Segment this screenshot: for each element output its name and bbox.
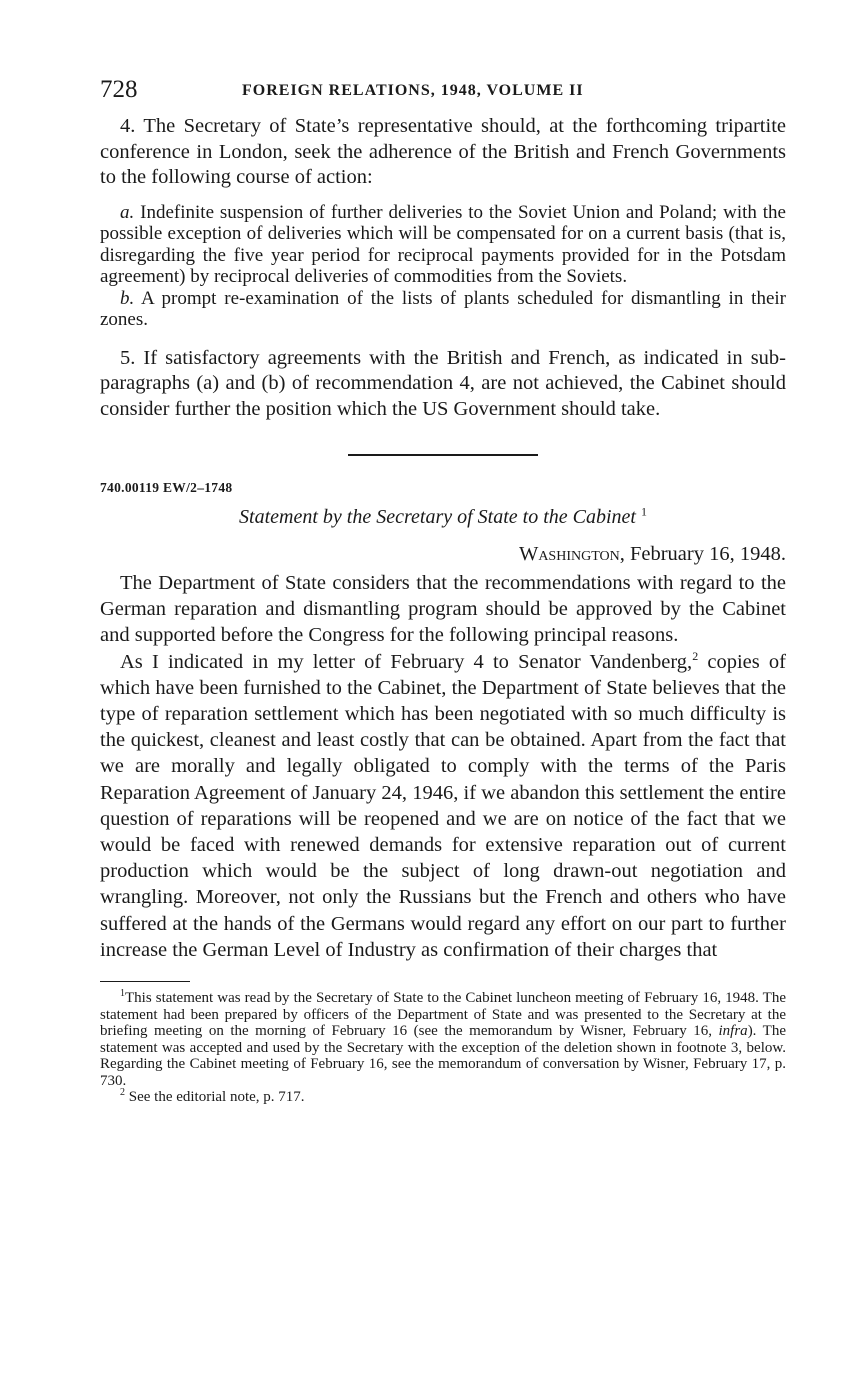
footnote-ref-2: 2 (692, 648, 699, 663)
document-title-text: Statement by the Secretary of State to the Cabinet (239, 506, 636, 528)
dateline-date: , February 16, 1948. (619, 543, 786, 565)
footnote-1-text-a: This statement was read by the Secretary of State to the Cabinet luncheon meeting of February 16, 1948. The statement had been prepared by officers of the Department of State and was presented to the Secretary at the briefing meeting on the morning of February 16 (see the memorandum by Wisner, February 16, (100, 990, 786, 1040)
dateline-place: Washington (518, 543, 620, 565)
recommendation-4b-text: A prompt re-examination of the lists of plants scheduled for dismantling in their zones. (100, 287, 786, 330)
recommendation-4a-text: Indefinite suspension of further deliveries to the Soviet Union and Poland; with the possible exception of deliveries which will be compensated for on a current basis (that is, disregarding the five year period for reciprocal payments provided for in the Potsdam agreement) by reciprocal deliveries of commodities from the Soviets. (100, 201, 786, 287)
section-divider (348, 454, 538, 456)
statement-paragraph-2 (100, 649, 786, 963)
footnote-2-text: See the editorial note, p. 717. (128, 1089, 305, 1106)
footnote-1 (100, 990, 786, 1089)
recommendation-4a (100, 202, 786, 288)
footnotes (100, 990, 786, 1106)
footnote-1-italic: infra (718, 1023, 748, 1040)
footnote-2-marker: 2 (120, 1087, 125, 1099)
running-head: FOREIGN RELATIONS, 1948, VOLUME II (242, 82, 584, 99)
footnote-ref-1: 1 (640, 504, 647, 519)
footnote-rule (100, 981, 190, 982)
recommendation-4b (100, 288, 786, 331)
item-letter-a: a. (120, 201, 135, 223)
file-number: 740.00119 EW/2–1748 (100, 480, 233, 495)
recommendation-4-subitems (100, 202, 786, 331)
document-title (100, 506, 786, 529)
page-header (100, 72, 786, 114)
item-letter-b: b. (120, 287, 135, 309)
statement-body (100, 570, 786, 963)
footnote-2 (100, 1089, 786, 1106)
footnote-1-text-b: ). The statement was accepted and used by the Secretary with the exception of the deletion shown in footnote 3, below. Regarding the Cabinet meeting of February 16, see the memorandum of conversation by Wisner, February 17, p. 730. (100, 1023, 786, 1089)
page-number: 728 (100, 76, 138, 103)
document-page (100, 72, 786, 1106)
statement-paragraph-1: The Department of State considers that the recommendations with regard to the German reparation and dismantling program should be approved by the Cabinet and supported before the Congress for the following principal reasons. (100, 572, 786, 647)
paragraph-2-continuation: copies of which have been furnished to the Cabinet, the Department of State believes that the type of reparation settlement which has been negotiated with so much difficulty is the quickest, cleanest and least costly that can be obtained. Apart from the fact that we are morally and legally obligated to comply with the terms of the Paris Reparation Agreement of January 24, 1946, if we abandon this settlement the entire question of reparations will be reopened and we are on notice of the fact that we would be faced with renewed demands for extensive reparation out of current production which would be the subject of long drawn-out negotiation and wrangling. Moreover, not only the Russians but the French and others who have suffered at the hands of the Germans would regard any effort on our part to further increase the German Level of Industry as confirmation of their charges that (100, 650, 786, 961)
footnote-1-marker: 1 (120, 988, 125, 1000)
recommendation-4-intro: 4. The Secretary of State’s representative should, at the forthcoming tripartite conference in London, seek the adherence of the British and French Governments to the following course of action: (100, 115, 786, 188)
paragraph-2-opening: As I indicated in my letter of February 4 to Senator Vandenberg, (120, 650, 693, 673)
dateline (100, 543, 786, 566)
recommendation-5: 5. If satisfactory agreements with the British and French, as indicated in sub-paragraphs (a) and (b) of recommendation 4, are not achieved, the Cabinet should consider further the position which the US Government should take. (100, 346, 786, 420)
